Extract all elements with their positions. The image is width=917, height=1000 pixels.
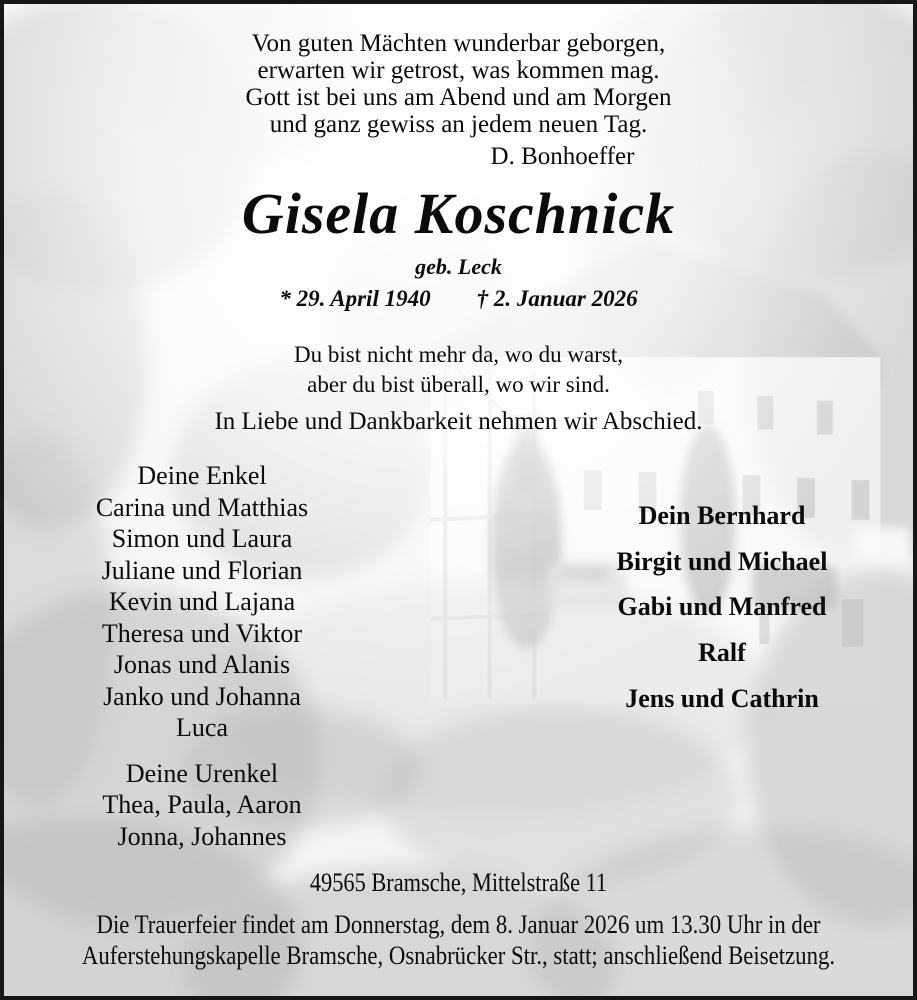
- verse-line: erwarten wir getrost, was kommen mag.: [257, 57, 660, 84]
- mourner-line: Kevin und Lajana: [108, 587, 296, 616]
- obituary-content: [4, 4, 913, 996]
- mourner-line: Birgit und Michael: [616, 546, 828, 576]
- grandchildren-heading: Deine Enkel: [137, 461, 267, 490]
- verse-attribution: D. Bonhoeffer: [490, 143, 635, 170]
- opening-verse: [4, 30, 913, 170]
- home-address: [4, 868, 913, 898]
- mourner-line: Theresa und Viktor: [101, 618, 303, 648]
- mourner-line: Jonna, Johannes: [117, 821, 287, 851]
- verse-line: und ganz gewiss an jedem neuen Tag.: [269, 111, 648, 138]
- mourner-line: Janko und Johanna: [103, 681, 301, 711]
- life-dates: [4, 286, 913, 312]
- verse-line: Von guten Mächten wunderbar geborgen,: [251, 30, 666, 57]
- mourner-line: Luca: [176, 713, 228, 742]
- verse-line: Gott ist bei uns am Abend und am Morgen: [245, 84, 672, 111]
- maiden-name: geb. Leck: [415, 254, 502, 279]
- grandchildren-column: [32, 460, 372, 852]
- death-date: † 2. Januar 2026: [476, 286, 638, 311]
- column-spacer: [32, 744, 372, 758]
- mourner-line: Gabi und Manfred: [617, 592, 827, 622]
- deceased-name: Gisela Koschnick: [241, 181, 676, 246]
- mourner-line: Thea, Paula, Aaron: [102, 790, 302, 819]
- mourner-line: Jonas und Alanis: [113, 650, 291, 679]
- funeral-line: Die Trauerfeier findet am Donnerstag, dem 8. Januar 2026 um 13.30 Uhr in der: [96, 909, 821, 939]
- funeral-notice: [4, 909, 913, 971]
- epitaph-line: Du bist nicht mehr da, wo du warst,: [294, 342, 623, 367]
- epitaph: [4, 340, 913, 400]
- birth-date: * 29. April 1940: [279, 286, 431, 311]
- epitaph-line: aber du bist überall, wo wir sind.: [307, 372, 610, 397]
- mourner-line: Simon und Laura: [111, 524, 293, 553]
- mourner-line: Ralf: [698, 638, 746, 668]
- address-line: 49565 Bramsche, Mittelstraße 11: [309, 868, 608, 897]
- funeral-line: Auferstehungskapelle Bramsche, Osnabrücker Str., statt; anschließend Beisetzung.: [81, 940, 836, 970]
- mourner-line: Dein Bernhard: [638, 501, 806, 530]
- mourner-line: Juliane und Florian: [101, 555, 303, 585]
- farewell-line: In Liebe und Dankbarkeit nehmen wir Abschied.: [214, 408, 703, 435]
- mourner-line: Carina und Matthias: [95, 492, 309, 522]
- family-column: [557, 493, 887, 722]
- great-grandchildren-heading: Deine Urenkel: [125, 758, 279, 788]
- mourner-line: Jens und Cathrin: [625, 683, 819, 713]
